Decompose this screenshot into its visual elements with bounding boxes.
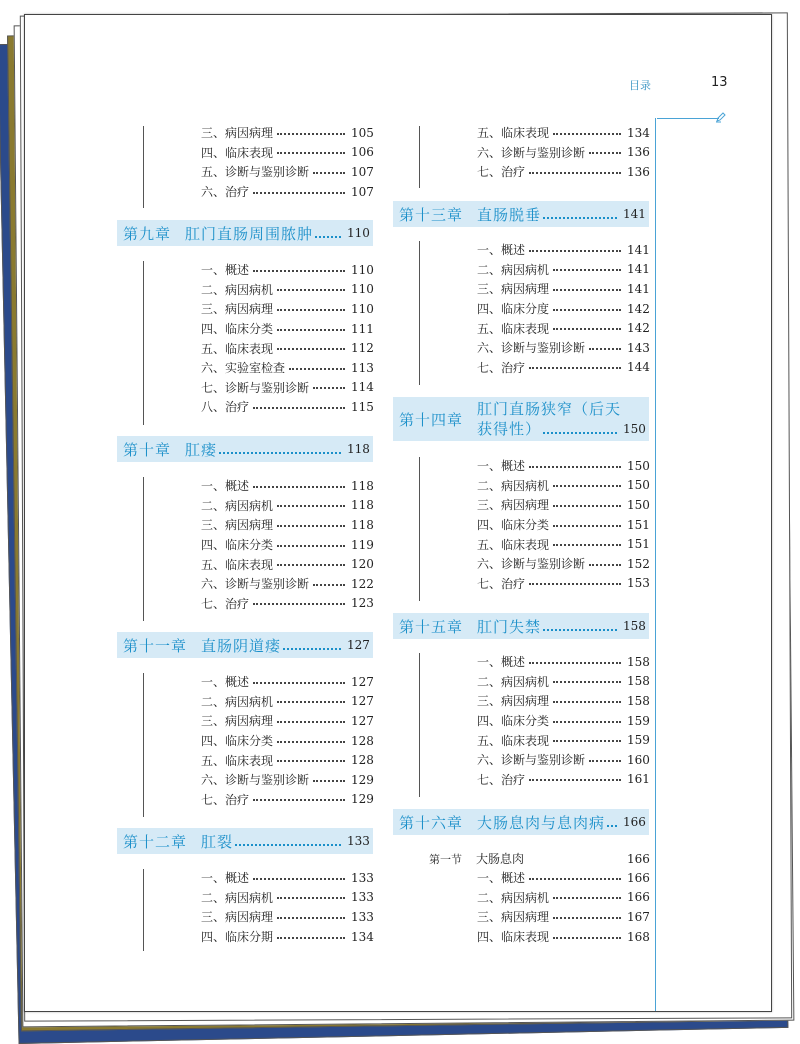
toc-entry[interactable] — [477, 358, 649, 378]
toc-entry[interactable] — [201, 927, 373, 947]
entry-label: 一、概述 — [477, 871, 526, 886]
chapter-title: 直肠脱垂 — [477, 205, 542, 224]
group-rule — [143, 869, 144, 951]
entry-label: 六、诊断与鉴别诊断 — [201, 577, 310, 592]
entry-page: 141 — [627, 242, 650, 257]
toc-entry[interactable] — [201, 907, 373, 927]
entry-label: 六、诊断与鉴别诊断 — [477, 753, 586, 768]
toc-entry[interactable] — [201, 143, 373, 163]
chapter-title-cont: 获得性） — [477, 420, 542, 438]
toc-entry[interactable] — [201, 476, 373, 496]
entry-label: 一、概述 — [477, 243, 526, 258]
group-rule — [143, 261, 144, 425]
toc-entry[interactable] — [477, 770, 649, 790]
entry-page: 123 — [351, 596, 374, 611]
chapter-number: 第十五章 — [399, 617, 464, 636]
toc-entry[interactable] — [477, 515, 649, 535]
entry-page: 150 — [627, 478, 650, 493]
entry-label: 二、病因病机 — [477, 478, 550, 493]
entry-page: 153 — [627, 576, 650, 591]
entry-page: 167 — [627, 909, 650, 924]
entry-page: 129 — [351, 792, 374, 807]
toc-entry[interactable] — [201, 594, 373, 614]
entry-label: 一、概述 — [477, 655, 526, 670]
toc-entry[interactable] — [477, 123, 649, 143]
entry-page: 144 — [627, 360, 650, 375]
entry-label: 六、诊断与鉴别诊断 — [477, 557, 586, 572]
entry-page: 134 — [627, 125, 650, 140]
toc-group — [201, 476, 373, 613]
entry-page: 161 — [627, 772, 650, 787]
pencil-icon — [715, 111, 727, 123]
chapter-number: 第九章 — [123, 224, 172, 243]
entry-label: 七、诊断与鉴别诊断 — [201, 380, 310, 395]
chapter-page: 158 — [623, 619, 646, 633]
entry-page: 129 — [351, 772, 374, 787]
toc-entry[interactable] — [201, 574, 373, 594]
toc-entry[interactable] — [477, 143, 649, 163]
entry-label: 四、临床表现 — [201, 145, 274, 160]
entry-label: 三、病因病理 — [201, 714, 274, 729]
chapter-title: 肛瘘 — [185, 440, 218, 459]
entry-label: 七、治疗 — [477, 165, 526, 180]
chapter-heading[interactable] — [393, 397, 649, 441]
entry-label: 五、临床表现 — [201, 341, 274, 356]
entry-page: 128 — [351, 753, 374, 768]
toc-entry[interactable] — [201, 338, 373, 358]
toc-entry[interactable] — [201, 515, 373, 535]
toc-entry[interactable] — [477, 299, 649, 319]
entry-page: 152 — [627, 556, 650, 571]
page-number: 13 — [711, 75, 728, 90]
toc-entry[interactable] — [201, 750, 373, 770]
group-rule — [419, 126, 420, 188]
entry-label: 二、病因病机 — [477, 890, 550, 905]
entry-label: 八、治疗 — [201, 400, 250, 415]
toc-entry[interactable] — [201, 182, 373, 202]
toc-group — [201, 123, 373, 201]
entry-page: 134 — [351, 929, 374, 944]
entry-page: 158 — [627, 654, 650, 669]
entry-label: 一、概述 — [201, 479, 250, 494]
toc-entry[interactable] — [201, 868, 373, 888]
entry-page: 127 — [351, 694, 374, 709]
entry-label: 五、临床表现 — [201, 557, 274, 572]
chapter-page: 150 — [623, 422, 646, 436]
group-rule — [419, 457, 420, 601]
entry-label: 五、临床表现 — [477, 537, 550, 552]
toc-entry[interactable] — [477, 554, 649, 574]
toc-entry[interactable] — [477, 907, 649, 927]
toc-entry[interactable] — [201, 358, 373, 378]
group-rule — [419, 241, 420, 385]
entry-label: 六、治疗 — [201, 185, 250, 200]
entry-label: 一、概述 — [201, 263, 250, 278]
chapter-title: 肛门直肠狭窄（后天 — [477, 400, 622, 418]
entry-page: 142 — [627, 301, 650, 316]
chapter-number: 第十二章 — [123, 832, 188, 851]
entry-label: 五、临床表现 — [477, 733, 550, 748]
toc-entry[interactable] — [201, 397, 373, 417]
entry-label: 三、病因病理 — [201, 910, 274, 925]
entry-page: 114 — [351, 380, 374, 395]
toc-entry[interactable] — [201, 378, 373, 398]
entry-label: 一、概述 — [201, 675, 250, 690]
group-rule — [143, 477, 144, 621]
chapter-page: 141 — [623, 207, 646, 221]
entry-label: 一、概述 — [201, 871, 250, 886]
chapter-number: 第十三章 — [399, 205, 464, 224]
entry-page: 151 — [627, 537, 650, 552]
toc-group — [477, 868, 649, 946]
toc-entry[interactable] — [477, 162, 649, 182]
entry-label: 四、临床分类 — [201, 538, 274, 553]
group-rule — [419, 653, 420, 797]
entry-page: 133 — [351, 909, 374, 924]
chapter-heading[interactable] — [117, 436, 373, 462]
toc-entry[interactable] — [201, 672, 373, 692]
toc-entry[interactable] — [477, 260, 649, 280]
toc-group — [201, 672, 373, 809]
section-heading[interactable] — [429, 849, 649, 869]
entry-page: 142 — [627, 321, 650, 336]
toc-entry[interactable] — [201, 319, 373, 339]
toc-entry[interactable] — [201, 692, 373, 712]
entry-page: 150 — [627, 458, 650, 473]
entry-page: 113 — [351, 360, 374, 375]
entry-label: 七、治疗 — [201, 792, 250, 807]
entry-label: 四、临床分期 — [201, 930, 274, 945]
entry-label: 二、病因病机 — [201, 694, 274, 709]
entry-page: 118 — [351, 517, 374, 532]
entry-label: 三、病因病理 — [477, 910, 550, 925]
entry-page: 112 — [351, 341, 374, 356]
entry-label: 二、病因病机 — [201, 282, 274, 297]
toc-entry[interactable] — [477, 456, 649, 476]
toc-group — [477, 240, 649, 377]
entry-label: 四、临床表现 — [477, 930, 550, 945]
group-rule — [143, 126, 144, 208]
toc-entry[interactable] — [477, 927, 649, 947]
entry-page: 122 — [351, 576, 374, 591]
toc-entry[interactable] — [477, 672, 649, 692]
entry-label: 二、病因病机 — [477, 262, 550, 277]
toc-entry[interactable] — [477, 338, 649, 358]
entry-page: 118 — [351, 498, 374, 513]
toc-entry[interactable] — [201, 770, 373, 790]
toc-entry[interactable] — [477, 730, 649, 750]
chapter-heading[interactable] — [117, 828, 373, 854]
entry-label: 七、治疗 — [477, 772, 526, 787]
entry-label: 三、病因病理 — [201, 302, 274, 317]
entry-page: 150 — [627, 497, 650, 512]
toc-entry[interactable] — [201, 790, 373, 810]
toc-entry[interactable] — [477, 495, 649, 515]
entry-label: 四、临床分类 — [477, 518, 550, 533]
entry-page: 110 — [351, 262, 374, 277]
entry-label: 四、临床分度 — [477, 302, 550, 317]
entry-page: 133 — [351, 890, 374, 905]
section-number: 第一节 — [429, 852, 462, 866]
entry-page: 127 — [351, 713, 374, 728]
entry-label: 四、临床分类 — [477, 714, 550, 729]
toc-group — [201, 260, 373, 417]
entry-label: 四、临床分类 — [201, 322, 274, 337]
entry-page: 166 — [627, 870, 650, 885]
chapter-title: 大肠息肉与息肉病 — [477, 813, 606, 832]
entry-page: 110 — [351, 301, 374, 316]
toc-group — [477, 123, 649, 182]
entry-page: 158 — [627, 674, 650, 689]
entry-page: 143 — [627, 340, 650, 355]
margin-guide-line — [655, 118, 656, 1011]
entry-label: 三、病因病理 — [201, 518, 274, 533]
entry-page: 127 — [351, 674, 374, 689]
entry-page: 107 — [351, 164, 374, 179]
toc-entry[interactable] — [477, 711, 649, 731]
entry-page: 119 — [351, 537, 374, 552]
entry-label: 六、诊断与鉴别诊断 — [201, 773, 310, 788]
entry-label: 五、临床表现 — [477, 321, 550, 336]
entry-label: 五、临床表现 — [201, 753, 274, 768]
entry-label: 三、病因病理 — [201, 126, 274, 141]
entry-label: 三、病因病理 — [477, 498, 550, 513]
entry-page: 115 — [351, 399, 374, 414]
toc-entry[interactable] — [201, 496, 373, 516]
entry-page: 110 — [351, 282, 374, 297]
toc-entry[interactable] — [477, 750, 649, 770]
toc-entry[interactable] — [201, 711, 373, 731]
chapter-page: 133 — [347, 834, 370, 848]
toc-page — [24, 14, 772, 1012]
toc-entry[interactable] — [201, 280, 373, 300]
running-header-label: 目录 — [629, 79, 651, 92]
entry-label: 七、治疗 — [477, 360, 526, 375]
entry-page: 105 — [351, 125, 374, 140]
entry-label: 四、临床分类 — [201, 734, 274, 749]
toc-entry[interactable] — [477, 652, 649, 672]
entry-label: 七、治疗 — [477, 576, 526, 591]
entry-page: 166 — [627, 890, 650, 905]
entry-page: 111 — [351, 321, 374, 336]
toc-entry[interactable] — [201, 162, 373, 182]
entry-page: 120 — [351, 557, 374, 572]
toc-entry[interactable] — [201, 535, 373, 555]
chapter-title: 直肠阴道瘘 — [201, 636, 282, 655]
toc-entry[interactable] — [477, 240, 649, 260]
entry-label: 二、病因病机 — [201, 498, 274, 513]
toc-entry[interactable] — [477, 691, 649, 711]
chapter-heading[interactable] — [117, 220, 373, 246]
group-rule — [143, 673, 144, 817]
chapter-number: 第十六章 — [399, 813, 464, 832]
entry-page: 141 — [627, 262, 650, 277]
toc-entry[interactable] — [201, 731, 373, 751]
entry-label: 五、诊断与鉴别诊断 — [201, 165, 310, 180]
chapter-number: 第十章 — [123, 440, 172, 459]
chapter-page: 110 — [347, 226, 370, 240]
section-title: 大肠息肉 — [476, 852, 525, 867]
entry-page: 151 — [627, 517, 650, 532]
entry-page: 128 — [351, 733, 374, 748]
entry-label: 六、诊断与鉴别诊断 — [477, 145, 586, 160]
chapter-page: 118 — [347, 442, 370, 456]
chapter-heading[interactable] — [393, 201, 649, 227]
toc-entry[interactable] — [477, 868, 649, 888]
toc-entry[interactable] — [477, 534, 649, 554]
entry-label: 六、诊断与鉴别诊断 — [477, 341, 586, 356]
chapter-page: 127 — [347, 638, 370, 652]
chapter-title: 肛裂 — [201, 832, 234, 851]
chapter-heading[interactable] — [393, 613, 649, 639]
toc-entry[interactable] — [201, 260, 373, 280]
entry-label: 二、病因病机 — [201, 890, 274, 905]
entry-page: 106 — [351, 145, 374, 160]
toc-entry[interactable] — [477, 888, 649, 908]
entry-page: 141 — [627, 281, 650, 296]
entry-label: 五、临床表现 — [477, 126, 550, 141]
entry-page: 159 — [627, 733, 650, 748]
chapter-title: 肛门直肠周围脓肿 — [185, 224, 314, 243]
entry-page: 158 — [627, 693, 650, 708]
chapter-number: 第十一章 — [123, 636, 188, 655]
toc-entry[interactable] — [477, 574, 649, 594]
entry-page: 118 — [351, 478, 374, 493]
entry-page: 107 — [351, 184, 374, 199]
entry-label: 七、治疗 — [201, 596, 250, 611]
toc-entry[interactable] — [477, 279, 649, 299]
toc-group — [477, 652, 649, 789]
entry-label: 二、病因病机 — [477, 674, 550, 689]
chapter-number: 第十四章 — [399, 411, 464, 429]
margin-guide-line — [657, 118, 719, 119]
entry-label: 一、概述 — [477, 459, 526, 474]
entry-label: 三、病因病理 — [477, 694, 550, 709]
entry-page: 136 — [627, 164, 650, 179]
entry-page: 159 — [627, 713, 650, 728]
toc-group — [477, 456, 649, 593]
chapter-title: 肛门失禁 — [477, 617, 542, 636]
entry-page: 160 — [627, 752, 650, 767]
toc-entry[interactable] — [477, 476, 649, 496]
toc-group — [201, 868, 373, 946]
toc-entry[interactable] — [477, 318, 649, 338]
section-page: 166 — [627, 851, 650, 866]
toc-entry[interactable] — [201, 123, 373, 143]
chapter-heading[interactable] — [117, 632, 373, 658]
entry-page: 168 — [627, 929, 650, 944]
entry-label: 三、病因病理 — [477, 282, 550, 297]
entry-page: 133 — [351, 870, 374, 885]
toc-entry[interactable] — [201, 299, 373, 319]
toc-entry[interactable] — [201, 888, 373, 908]
chapter-heading[interactable] — [393, 809, 649, 835]
entry-label: 六、实验室检查 — [201, 361, 286, 376]
chapter-page: 166 — [623, 815, 646, 829]
toc-entry[interactable] — [201, 554, 373, 574]
entry-page: 136 — [627, 145, 650, 160]
